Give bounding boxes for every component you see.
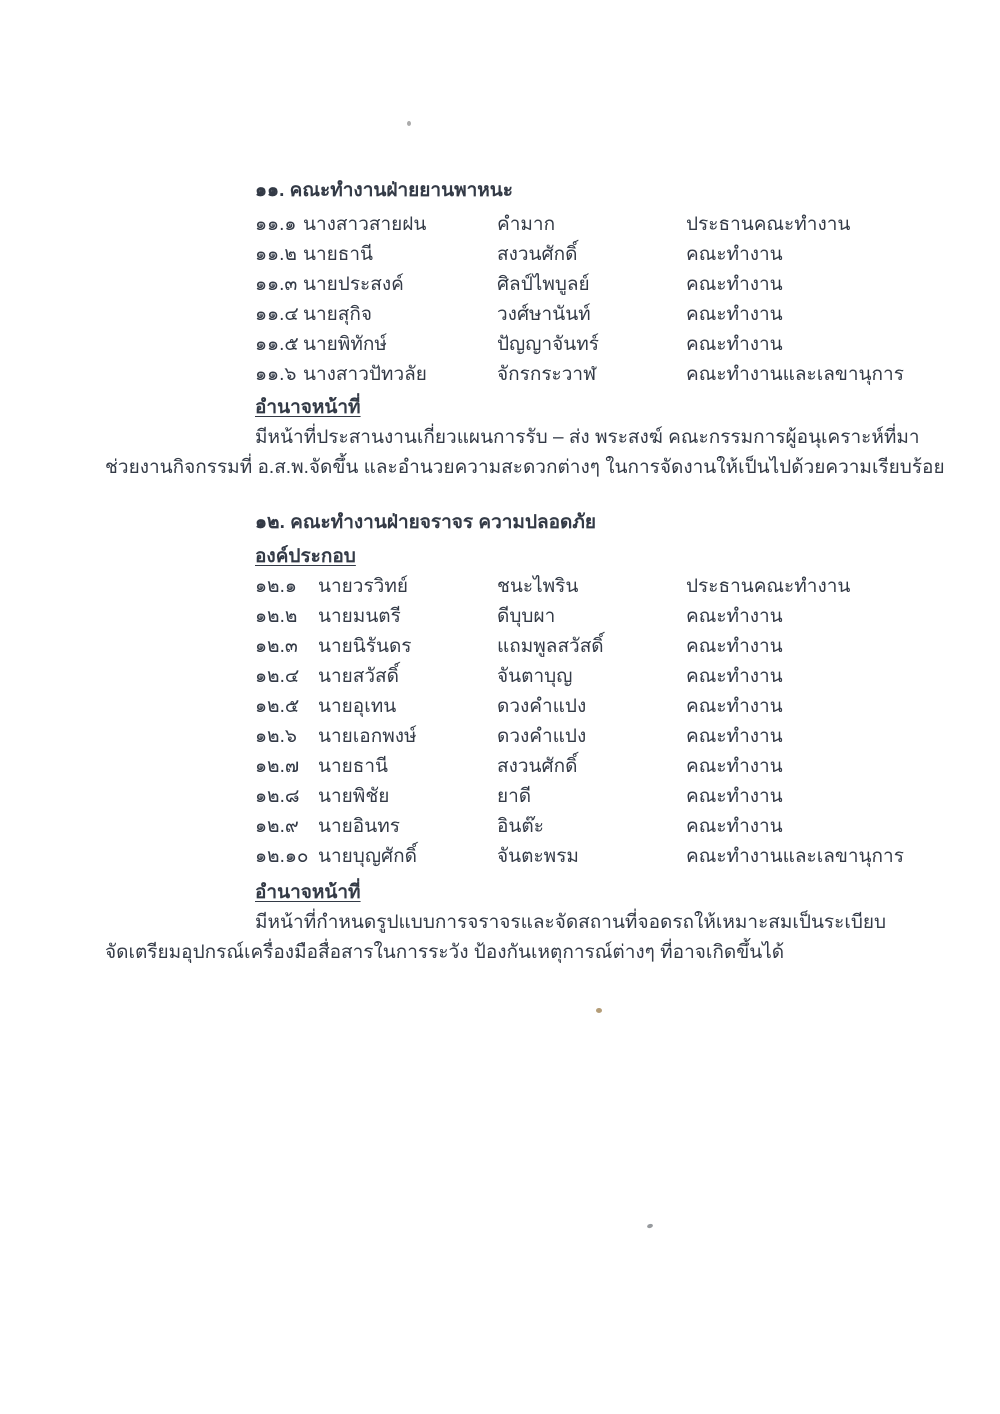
duty-heading: อำนาจหน้าที่ <box>255 882 361 903</box>
member-role: ประธานคณะทำงาน <box>686 576 851 597</box>
member-row <box>255 632 915 662</box>
member-first-name: นายอินทร <box>318 816 400 837</box>
member-first-name: นายธานี <box>318 756 389 777</box>
member-first-name: นายวรวิทย์ <box>318 576 408 597</box>
member-row <box>255 782 915 812</box>
member-surname: ยาดี <box>497 786 532 807</box>
member-first-name: นายมนตรี <box>318 606 401 627</box>
member-first-name: นายสวัสดิ์ <box>318 666 399 687</box>
member-role: คณะทำงาน <box>686 606 783 627</box>
document-content <box>105 176 945 968</box>
member-first-name: นายบุญศักดิ์ <box>318 846 417 867</box>
member-surname: อินต๊ะ <box>497 816 544 837</box>
section-11-member-list <box>105 210 915 390</box>
member-surname: จันตาบุญ <box>497 666 573 687</box>
member-surname: ดวงคำแปง <box>497 726 587 747</box>
member-row <box>255 572 915 602</box>
member-row <box>255 240 915 270</box>
member-surname: ดีบุบผา <box>497 606 556 627</box>
member-role: คณะทำงาน <box>686 304 783 325</box>
section-12-title: ๑๒. คณะทำงานฝ่ายจราจร ความปลอดภัย <box>255 512 597 533</box>
section-11-title: ๑๑. คณะทำงานฝ่ายยานพาหนะ <box>255 180 513 201</box>
member-row <box>255 752 915 782</box>
scan-speck <box>407 121 411 126</box>
member-number: ๑๒.๒ <box>255 606 298 627</box>
duty-paragraph-line: จัดเตรียมอุปกรณ์เครื่องมือสื่อสารในการระวัง ป้องกันเหตุการณ์ต่างๆ ที่อาจเกิดขึ้นได้ <box>105 942 785 963</box>
member-first-name: นายเอกพงษ์ <box>318 726 417 747</box>
member-number: ๑๑.๓ <box>255 274 298 295</box>
member-number: ๑๒.๘ <box>255 786 300 807</box>
member-number: ๑๒.๓ <box>255 636 298 657</box>
scan-speck <box>646 1223 653 1229</box>
member-surname: แถมพูลสวัสดิ์ <box>497 636 604 657</box>
member-surname: วงศ์ษานันท์ <box>497 304 591 325</box>
member-row <box>255 360 915 390</box>
section-12-traffic-safety-committee <box>105 508 915 968</box>
member-row <box>255 602 915 632</box>
member-surname: ดวงคำแปง <box>497 696 587 717</box>
member-role: คณะทำงาน <box>686 816 783 837</box>
member-surname: คำมาก <box>497 214 556 235</box>
member-number: ๑๒.๕ <box>255 696 300 717</box>
member-number: ๑๑.๔ <box>255 304 299 325</box>
member-number: ๑๒.๗ <box>255 756 300 777</box>
member-role: คณะทำงาน <box>686 726 783 747</box>
member-first-name: นายพิทักษ์ <box>303 334 387 355</box>
duty-paragraph-line: มีหน้าที่ประสานงานเกี่ยวแผนการรับ – ส่ง พระสงฆ์ คณะกรรมการผู้อนุเคราะห์ที่มา <box>255 427 920 448</box>
member-surname: จันตะพรม <box>497 846 579 867</box>
member-role: คณะทำงาน <box>686 666 783 687</box>
member-number: ๑๑.๕ <box>255 334 299 355</box>
member-surname: ศิลป์ไพบูลย์ <box>497 274 590 295</box>
member-role: คณะทำงาน <box>686 756 783 777</box>
member-surname: ปัญญาจันทร์ <box>497 334 599 355</box>
member-number: ๑๑.๒ <box>255 244 297 265</box>
member-row <box>255 692 915 722</box>
composition-heading: องค์ประกอบ <box>255 546 356 567</box>
member-first-name: นายนิรันดร <box>318 636 412 657</box>
member-first-name: นายอุเทน <box>318 696 397 717</box>
member-number: ๑๑.๖ <box>255 364 297 385</box>
member-surname: จักรกระวาฬ <box>497 364 597 385</box>
member-role: คณะทำงาน <box>686 696 783 717</box>
member-row <box>255 842 915 872</box>
scan-speck <box>596 1008 602 1013</box>
member-first-name: นางสาวปัทวลัย <box>303 364 427 385</box>
member-first-name: นายธานี <box>303 244 374 265</box>
member-row <box>255 210 915 240</box>
member-number: ๑๒.๑ <box>255 576 297 597</box>
member-number: ๑๑.๑ <box>255 214 297 235</box>
member-row <box>255 812 915 842</box>
member-surname: สงวนศักดิ์ <box>497 756 578 777</box>
member-first-name: นายสุกิจ <box>303 304 373 325</box>
member-role: คณะทำงาน <box>686 334 783 355</box>
member-surname: ชนะไพริน <box>497 576 579 597</box>
member-row <box>255 662 915 692</box>
member-first-name: นางสาวสายฝน <box>303 214 427 235</box>
member-role: คณะทำงาน <box>686 786 783 807</box>
member-row <box>255 270 915 300</box>
member-number: ๑๒.๔ <box>255 666 300 687</box>
duty-paragraph-line: มีหน้าที่กำหนดรูปแบบการจราจรและจัดสถานที่จอดรถให้เหมาะสมเป็นระเบียบ <box>255 912 887 933</box>
member-row <box>255 330 915 360</box>
section-12-member-list <box>105 572 915 872</box>
member-first-name: นายพิชัย <box>318 786 390 807</box>
member-row <box>255 722 915 752</box>
member-role: คณะทำงานและเลขานุการ <box>686 846 904 867</box>
member-role: คณะทำงาน <box>686 636 783 657</box>
member-role: คณะทำงานและเลขานุการ <box>686 364 904 385</box>
section-11-vehicle-committee <box>105 176 945 483</box>
member-role: ประธานคณะทำงาน <box>686 214 851 235</box>
member-number: ๑๒.๖ <box>255 726 297 747</box>
member-number: ๑๒.๙ <box>255 816 299 837</box>
member-surname: สงวนศักดิ์ <box>497 244 578 265</box>
member-role: คณะทำงาน <box>686 244 783 265</box>
member-row <box>255 300 915 330</box>
member-number: ๑๒.๑๐ <box>255 846 309 867</box>
duty-heading: อำนาจหน้าที่ <box>255 397 361 418</box>
duty-paragraph-line: ช่วยงานกิจกรรมที่ อ.ส.พ.จัดขึ้น และอำนวยความสะดวกต่างๆ ในการจัดงานให้เป็นไปด้วยความเรียบร้อย <box>105 457 945 478</box>
member-first-name: นายประสงค์ <box>303 274 404 295</box>
member-role: คณะทำงาน <box>686 274 783 295</box>
